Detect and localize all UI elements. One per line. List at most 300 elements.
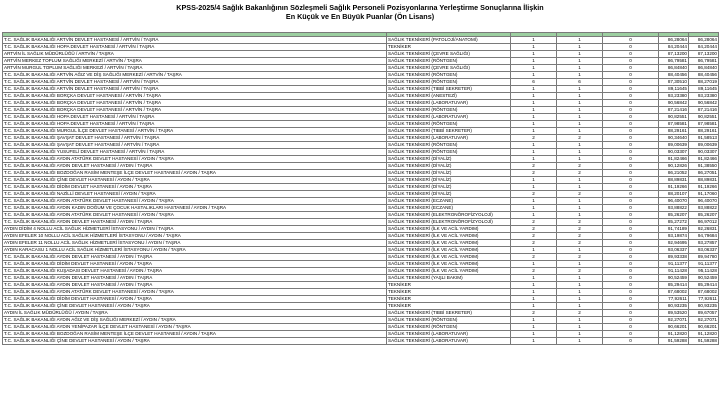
empty-cell: 0 — [603, 303, 659, 310]
quota-cell: 1 — [511, 51, 557, 58]
quota-cell: 2 — [511, 163, 557, 170]
max-score-cell: 93,06337 — [689, 247, 719, 254]
min-score-cell: 91,82466 — [659, 156, 689, 163]
table-row — [3, 289, 719, 296]
empty-cell: 0 — [603, 191, 659, 198]
title-cell: SAĞLIK TEKNİKERİ (LABORATUVAR) — [387, 114, 511, 121]
unit-cell: T.C. SAĞLIK BAKANLIĞI KUŞADASI DEVLET HASTANESİ / AYDIN / TAŞRA — [3, 268, 387, 275]
min-score-cell: 91,59288 — [659, 338, 689, 345]
placed-cell: 1 — [557, 121, 603, 128]
empty-cell: 0 — [603, 240, 659, 247]
table-row — [3, 275, 719, 282]
placed-cell: 1 — [557, 212, 603, 219]
empty-cell: 0 — [603, 79, 659, 86]
max-score-cell: 92,27071 — [689, 317, 719, 324]
placed-cell: 2 — [557, 219, 603, 226]
table-row — [3, 240, 719, 247]
placed-cell: 1 — [557, 149, 603, 156]
unit-cell: T.C. SAĞLIK BAKANLIĞI BORÇKA DEVLET HASTANESİ / ARTVİN / TAŞRA — [3, 107, 387, 114]
quota-cell: 1 — [511, 331, 557, 338]
min-score-cell: 87,21416 — [659, 107, 689, 114]
empty-cell: 0 — [603, 233, 659, 240]
table-row — [3, 198, 719, 205]
min-score-cell: 92,94695 — [659, 240, 689, 247]
max-score-cell: 91,12820 — [689, 331, 719, 338]
empty-cell: 0 — [603, 275, 659, 282]
placed-cell: 1 — [557, 205, 603, 212]
unit-cell: T.C. SAĞLIK BAKANLIĞI YUSUFELİ DEVLET HASTANESİ / ARTVİN / TAŞRA — [3, 149, 387, 156]
quota-cell: 1 — [511, 184, 557, 191]
unit-cell: T.C. SAĞLIK BAKANLIĞI AYDIN AĞIZ VE DİŞ SAĞLIĞI MERKEZİ / AYDIN / TAŞRA — [3, 317, 387, 324]
unit-cell: T.C. SAĞLIK BAKANLIĞI AYDIN DEVLET HASTANESİ / AYDIN / TAŞRA — [3, 254, 387, 261]
title-cell: TEKNİKER — [387, 296, 511, 303]
unit-cell: T.C. SAĞLIK BAKANLIĞI AYDIN ATATÜRK DEVLET HASTANESİ / AYDIN / TAŞRA — [3, 289, 387, 296]
min-score-cell: 88,20107 — [659, 191, 689, 198]
unit-cell: T.C. SAĞLIK BAKANLIĞI ŞAVŞAT DEVLET HASTANESİ / ARTVİN / TAŞRA — [3, 142, 387, 149]
empty-cell: 0 — [603, 198, 659, 205]
table-row — [3, 303, 719, 310]
min-score-cell: 93,19874 — [659, 233, 689, 240]
min-score-cell: 90,82551 — [659, 114, 689, 121]
document-title: KPSS-2025/4 Sağlık Bakanlığının Sözleşmeli Sağlık Personeli Pozisyonlarına Yerleştirme Sonuçlarına İlişkin — [176, 3, 544, 12]
title-cell: SAĞLIK TEKNİKERİ (DİYALİZ) — [387, 184, 511, 191]
unit-cell: T.C. SAĞLIK BAKANLIĞI AYDIN DEVLET HASTANESİ / AYDIN / TAŞRA — [3, 219, 387, 226]
quota-cell: 2 — [511, 135, 557, 142]
placed-cell: 1 — [557, 114, 603, 121]
max-score-cell: 87,13200 — [689, 51, 719, 58]
empty-cell: 0 — [603, 149, 659, 156]
table-row — [3, 128, 719, 135]
quota-cell: 1 — [511, 156, 557, 163]
quota-cell: 1 — [511, 338, 557, 345]
min-score-cell: 91,11428 — [659, 268, 689, 275]
placed-cell: 1 — [557, 72, 603, 79]
min-score-cell: 90,12826 — [659, 163, 689, 170]
min-score-cell: 91,19266 — [659, 184, 689, 191]
placed-cell: 2 — [557, 254, 603, 261]
unit-cell: T.C. SAĞLIK BAKANLIĞI AYDIN YENİPAZAR İLÇE DEVLET HASTANESİ / AYDIN / TAŞRA — [3, 324, 387, 331]
placed-cell: 1 — [557, 51, 603, 58]
unit-cell: T.C. SAĞLIK BAKANLIĞI HOPA DEVLET HASTANESİ / ARTVİN / TAŞRA — [3, 114, 387, 121]
placed-cell: 1 — [557, 289, 603, 296]
quota-cell: 1 — [511, 149, 557, 156]
table-row — [3, 331, 719, 338]
empty-cell: 0 — [603, 114, 659, 121]
quota-cell: 2 — [511, 226, 557, 233]
table-row — [3, 282, 719, 289]
max-score-cell: 90,03307 — [689, 149, 719, 156]
max-score-cell: 91,17060 — [689, 191, 719, 198]
unit-cell: T.C. SAĞLIK BAKANLIĞI ARTVİN DEVLET HASTANESİ / ARTVİN / TAŞRA — [3, 86, 387, 93]
title-cell: SAĞLIK TEKNİKERİ (İLK VE ACİL YARDIM) — [387, 233, 511, 240]
title-cell: SAĞLIK TEKNİKERİ (DİYALİZ) — [387, 191, 511, 198]
quota-cell: 2 — [511, 219, 557, 226]
unit-cell: T.C. SAĞLIK BAKANLIĞI ARTVİN DEVLET HASTANESİ / ARTVİN / TAŞRA — [3, 79, 387, 86]
quota-cell: 2 — [511, 268, 557, 275]
title-cell: SAĞLIK TEKNİKERİ (RÖNTGEN) — [387, 149, 511, 156]
max-score-cell: 86,97012 — [689, 219, 719, 226]
placed-cell: 1 — [557, 303, 603, 310]
title-cell: SAĞLIK TEKNİKERİ (TIBBİ SEKRETER) — [387, 86, 511, 93]
placed-cell: 2 — [557, 240, 603, 247]
quota-cell: 1 — [511, 282, 557, 289]
unit-cell: T.C. SAĞLIK BAKANLIĞI AYDIN DEVLET HASTANESİ / AYDIN / TAŞRA — [3, 275, 387, 282]
table-row — [3, 79, 719, 86]
min-score-cell: 93,88822 — [659, 205, 689, 212]
table-row — [3, 338, 719, 345]
max-score-cell: 96,40070 — [689, 198, 719, 205]
empty-cell: 0 — [603, 212, 659, 219]
title-cell: SAĞLIK TEKNİKERİ (İLK VE ACİL YARDIM) — [387, 226, 511, 233]
empty-cell: 0 — [603, 65, 659, 72]
table-row — [3, 310, 719, 317]
quota-cell: 1 — [511, 324, 557, 331]
title-cell: SAĞLIK TEKNİKERİ (RÖNTGEN) — [387, 121, 511, 128]
table-row — [3, 170, 719, 177]
table-row — [3, 44, 719, 51]
min-score-cell: 92,27071 — [659, 317, 689, 324]
min-score-cell: 85,27272 — [659, 219, 689, 226]
unit-cell: T.C. SAĞLIK BAKANLIĞI DİDİM DEVLET HASTANESİ / AYDIN / TAŞRA — [3, 184, 387, 191]
unit-cell: T.C. SAĞLIK BAKANLIĞI AYDIN ATATÜRK DEVLET HASTANESİ / AYDIN / TAŞRA — [3, 198, 387, 205]
empty-cell: 0 — [603, 156, 659, 163]
min-score-cell: 89,53520 — [659, 310, 689, 317]
empty-cell: 0 — [603, 37, 659, 44]
table-row — [3, 296, 719, 303]
empty-cell: 0 — [603, 177, 659, 184]
quota-cell: 1 — [511, 44, 557, 51]
max-score-cell: 85,29414 — [689, 282, 719, 289]
min-score-cell: 87,30510 — [659, 79, 689, 86]
placed-cell: 1 — [557, 184, 603, 191]
placed-cell: 1 — [557, 93, 603, 100]
max-score-cell: 84,20444 — [689, 44, 719, 51]
title-cell: SAĞLIK TEKNİKERİ (ECZANE) — [387, 205, 511, 212]
quota-cell: 1 — [511, 65, 557, 72]
min-score-cell: 85,26207 — [659, 212, 689, 219]
title-cell: TEKNİKER — [387, 282, 511, 289]
title-cell: SAĞLIK TEKNİKERİ (RÖNTGEN) — [387, 107, 511, 114]
quota-cell: 1 — [511, 100, 557, 107]
placed-cell: 2 — [557, 310, 603, 317]
max-score-cell: 88,89831 — [689, 177, 719, 184]
title-cell: SAĞLIK TEKNİKERİ (DİYALİZ) — [387, 177, 511, 184]
empty-cell: 0 — [603, 310, 659, 317]
title-cell: TEKNİKER — [387, 303, 511, 310]
empty-cell: 0 — [603, 331, 659, 338]
empty-cell: 0 — [603, 282, 659, 289]
max-score-cell: 93,88822 — [689, 205, 719, 212]
quota-cell: 1 — [511, 296, 557, 303]
unit-cell: T.C. SAĞLIK BAKANLIĞI AYDIN DEVLET HASTANESİ / AYDIN / TAŞRA — [3, 282, 387, 289]
quota-cell: 1 — [511, 93, 557, 100]
unit-cell: T.C. SAĞLIK BAKANLIĞI AYDIN KADIN DOĞUM VE ÇOCUK HASTALIKLARI HASTANESİ / AYDIN / TAŞRA — [3, 205, 387, 212]
placed-cell: 1 — [557, 198, 603, 205]
empty-cell: 0 — [603, 226, 659, 233]
unit-cell: T.C. SAĞLIK BAKANLIĞI NAZİLLİ DEVLET HASTANESİ / AYDIN / TAŞRA — [3, 191, 387, 198]
table-row — [3, 72, 719, 79]
max-score-cell: 90,66201 — [689, 324, 719, 331]
placed-cell: 6 — [557, 79, 603, 86]
unit-cell: T.C. SAĞLIK BAKANLIĞI BOZDOĞAN RASİM MENTEŞE İLÇE DEVLET HASTANESİ / AYDIN / TAŞRA — [3, 331, 387, 338]
placed-cell: 1 — [557, 338, 603, 345]
document-header — [0, 0, 720, 32]
table-row — [3, 121, 719, 128]
title-cell: SAĞLIK TEKNİKERİ (LABORATUVAR) — [387, 338, 511, 345]
placed-cell: 1 — [557, 128, 603, 135]
table-row — [3, 51, 719, 58]
table-row — [3, 93, 719, 100]
max-score-cell: 85,26207 — [689, 212, 719, 219]
placed-cell: 1 — [557, 331, 603, 338]
max-score-cell: 91,59288 — [689, 338, 719, 345]
empty-cell: 0 — [603, 72, 659, 79]
max-score-cell: 89,11645 — [689, 86, 719, 93]
min-score-cell: 84,20444 — [659, 44, 689, 51]
quota-cell: 1 — [511, 142, 557, 149]
max-score-cell: 89,67057 — [689, 310, 719, 317]
empty-cell: 0 — [603, 261, 659, 268]
min-score-cell: 87,13200 — [659, 51, 689, 58]
title-cell: SAĞLIK TEKNİKERİ (ELEKTRONÖROFİZYOLOJİ) — [387, 219, 511, 226]
max-score-cell: 89,94780 — [689, 254, 719, 261]
title-cell: SAĞLIK TEKNİKERİ (YAŞLI BAKIM) — [387, 275, 511, 282]
table-row — [3, 135, 719, 142]
unit-cell: AYDIN KARACASU 1 NOLLU ACİL SAĞLIK HİZMETLERİ İSTASYONU / AYDIN / TAŞRA — [3, 247, 387, 254]
min-score-cell: 77,92611 — [659, 296, 689, 303]
table-row — [3, 226, 719, 233]
min-score-cell: 80,93235 — [659, 303, 689, 310]
max-score-cell: 80,93235 — [689, 303, 719, 310]
max-score-cell: 90,82551 — [689, 114, 719, 121]
placed-cell: 1 — [557, 86, 603, 93]
placed-cell: 1 — [557, 261, 603, 268]
placed-cell: 1 — [557, 296, 603, 303]
max-score-cell: 77,92611 — [689, 296, 719, 303]
unit-cell: T.C. SAĞLIK BAKANLIĞI DİDİM DEVLET HASTANESİ / AYDIN / TAŞRA — [3, 261, 387, 268]
max-score-cell: 90,52459 — [689, 275, 719, 282]
empty-cell: 0 — [603, 58, 659, 65]
title-cell: SAĞLIK TEKNİKERİ (İLK VE ACİL YARDIM) — [387, 240, 511, 247]
empty-cell: 0 — [603, 289, 659, 296]
quota-cell: 6 — [511, 79, 557, 86]
title-cell: SAĞLIK TEKNİKERİ (DİYALİZ) — [387, 156, 511, 163]
table-row — [3, 86, 719, 93]
unit-cell: T.C. SAĞLIK BAKANLIĞI AYDIN ATATÜRK DEVLET HASTANESİ / AYDIN / TAŞRA — [3, 156, 387, 163]
max-score-cell: 87,98581 — [689, 121, 719, 128]
unit-cell: AYDIN EFELER 11 NOLLU ACİL SAĞLIK HİZMETLERİ İSTASYONU / AYDIN / TAŞRA — [3, 240, 387, 247]
placed-cell: 1 — [557, 177, 603, 184]
placed-cell: 1 — [557, 100, 603, 107]
min-score-cell: 89,93338 — [659, 254, 689, 261]
placed-cell: 1 — [557, 65, 603, 72]
table-row — [3, 219, 719, 226]
title-cell: SAĞLIK TEKNİKERİ (TIBBİ SEKRETER) — [387, 128, 511, 135]
empty-cell: 0 — [603, 93, 659, 100]
min-score-cell: 87,98581 — [659, 121, 689, 128]
min-score-cell: 91,11377 — [659, 261, 689, 268]
table-row — [3, 58, 719, 65]
quota-cell: 2 — [511, 233, 557, 240]
empty-cell: 0 — [603, 170, 659, 177]
empty-cell: 0 — [603, 205, 659, 212]
min-score-cell: 90,66201 — [659, 324, 689, 331]
quota-cell: 1 — [511, 289, 557, 296]
quota-cell: 1 — [511, 114, 557, 121]
unit-cell: T.C. SAĞLIK BAKANLIĞI DİDİM DEVLET HASTANESİ / AYDIN / TAŞRA — [3, 296, 387, 303]
min-score-cell: 86,79581 — [659, 58, 689, 65]
empty-cell: 0 — [603, 51, 659, 58]
empty-cell: 0 — [603, 142, 659, 149]
placed-cell: 1 — [557, 156, 603, 163]
max-score-cell: 93,27857 — [689, 240, 719, 247]
title-cell: SAĞLIK TEKNİKERİ (ANESTEZİ) — [387, 93, 511, 100]
max-score-cell: 87,68002 — [689, 289, 719, 296]
unit-cell: T.C. SAĞLIK BAKANLIĞI BORÇKA DEVLET HASTANESİ / ARTVİN / TAŞRA — [3, 93, 387, 100]
table-row — [3, 184, 719, 191]
title-cell: SAĞLIK TEKNİKERİ (DİYALİZ) — [387, 163, 511, 170]
table-row — [3, 261, 719, 268]
unit-cell: T.C. SAĞLIK BAKANLIĞI ARTVİN DEVLET HASTANESİ / ARTVİN / TAŞRA — [3, 37, 387, 44]
max-score-cell: 92,26831 — [689, 226, 719, 233]
empty-cell: 0 — [603, 219, 659, 226]
quota-cell: 1 — [511, 303, 557, 310]
unit-cell: T.C. SAĞLIK BAKANLIĞI HOPA DEVLET HASTANESİ / ARTVİN / TAŞRA — [3, 121, 387, 128]
table-row — [3, 324, 719, 331]
placed-cell: 1 — [557, 107, 603, 114]
min-score-cell: 88,89831 — [659, 177, 689, 184]
empty-cell: 0 — [603, 107, 659, 114]
title-cell: TEKNİKER — [387, 44, 511, 51]
unit-cell: T.C. SAĞLIK BAKANLIĞI AYDIN ATATÜRK DEVLET HASTANESİ / AYDIN / TAŞRA — [3, 212, 387, 219]
empty-cell: 0 — [603, 268, 659, 275]
quota-cell: 1 — [511, 205, 557, 212]
quota-cell: 1 — [511, 37, 557, 44]
quota-cell: 1 — [511, 177, 557, 184]
max-score-cell: 94,79684 — [689, 233, 719, 240]
empty-cell: 0 — [603, 163, 659, 170]
table-row — [3, 233, 719, 240]
table-row — [3, 114, 719, 121]
unit-cell: T.C. SAĞLIK BAKANLIĞI HOPA DEVLET HASTANESİ / ARTVİN / TAŞRA — [3, 44, 387, 51]
unit-cell: T.C. SAĞLIK BAKANLIĞI ÇİNE DEVLET HASTANESİ / AYDIN / TAŞRA — [3, 177, 387, 184]
unit-cell: T.C. SAĞLIK BAKANLIĞI ÇİNE DEVLET HASTANESİ / AYDIN / TAŞRA — [3, 303, 387, 310]
max-score-cell: 91,19266 — [689, 184, 719, 191]
quota-cell: 2 — [511, 170, 557, 177]
empty-cell: 0 — [603, 184, 659, 191]
table-row — [3, 191, 719, 198]
unit-cell: ARTVİN MURGUL TOPLUM SAĞLIĞI MERKEZİ / ARTVİN / TAŞRA — [3, 65, 387, 72]
max-score-cell: 88,27019 — [689, 79, 719, 86]
placed-cell: 1 — [557, 317, 603, 324]
min-score-cell: 91,74189 — [659, 226, 689, 233]
max-score-cell: 95,11428 — [689, 268, 719, 275]
table-row — [3, 317, 719, 324]
results-table — [2, 32, 719, 345]
max-score-cell: 86,27051 — [689, 170, 719, 177]
document-subtitle: En Küçük ve En Büyük Puanlar (Ön Lisans) — [285, 12, 435, 21]
placed-cell: 1 — [557, 58, 603, 65]
max-score-cell: 86,84840 — [689, 65, 719, 72]
quota-cell: 1 — [511, 128, 557, 135]
unit-cell: AYDIN DİDİM 4 NOLLU ACİL SAĞLIK HİZMETLERİ İSTASYONU / AYDIN / TAŞRA — [3, 226, 387, 233]
title-cell: SAĞLIK TEKNİKERİ (DİYALİZ) — [387, 170, 511, 177]
title-cell: SAĞLIK TEKNİKERİ (RÖNTGEN) — [387, 317, 511, 324]
min-score-cell: 90,52459 — [659, 275, 689, 282]
empty-cell: 0 — [603, 44, 659, 51]
placed-cell: 1 — [557, 282, 603, 289]
empty-cell: 0 — [603, 86, 659, 93]
max-score-cell: 89,00639 — [689, 142, 719, 149]
table-row — [3, 163, 719, 170]
unit-cell: ARTVİN MERKEZ TOPLUM SAĞLIĞI MERKEZİ / ARTVİN / TAŞRA — [3, 58, 387, 65]
unit-cell: T.C. SAĞLIK BAKANLIĞI AYDIN DEVLET HASTANESİ / AYDIN / TAŞRA — [3, 163, 387, 170]
table-row — [3, 149, 719, 156]
quota-cell: 2 — [511, 254, 557, 261]
quota-cell: 1 — [511, 72, 557, 79]
max-score-cell: 91,38550 — [689, 163, 719, 170]
min-score-cell: 96,40070 — [659, 198, 689, 205]
unit-cell: T.C. SAĞLIK BAKANLIĞI BORÇKA DEVLET HASTANESİ / ARTVİN / TAŞRA — [3, 100, 387, 107]
quota-cell: 1 — [511, 212, 557, 219]
min-score-cell: 86,21052 — [659, 170, 689, 177]
title-cell: SAĞLIK TEKNİKERİ (LABORATUVAR) — [387, 100, 511, 107]
max-score-cell: 86,79581 — [689, 58, 719, 65]
table-row — [3, 247, 719, 254]
title-cell: SAĞLIK TEKNİKERİ (TIBBİ SEKRETER) — [387, 310, 511, 317]
placed-cell: 1 — [557, 44, 603, 51]
title-cell: SAĞLIK TEKNİKERİ (İLK VE ACİL YARDIM) — [387, 254, 511, 261]
max-score-cell: 88,40456 — [689, 72, 719, 79]
table-row — [3, 212, 719, 219]
title-cell: SAĞLIK TEKNİKERİ (İLK VE ACİL YARDIM) — [387, 247, 511, 254]
table-row — [3, 100, 719, 107]
placed-cell: 2 — [557, 163, 603, 170]
min-score-cell: 87,68002 — [659, 289, 689, 296]
placed-cell: 2 — [557, 191, 603, 198]
table-row — [3, 156, 719, 163]
empty-cell: 0 — [603, 135, 659, 142]
empty-cell: 0 — [603, 296, 659, 303]
results-table-body — [3, 33, 719, 345]
title-cell: SAĞLIK TEKNİKERİ (ELEKTRONÖROFİZYOLOJİ) — [387, 212, 511, 219]
title-cell: SAĞLIK TEKNİKERİ (İLK VE ACİL YARDIM) — [387, 261, 511, 268]
placed-cell: 2 — [557, 233, 603, 240]
quota-cell: 1 — [511, 275, 557, 282]
title-cell: SAĞLIK TEKNİKERİ (LABORATUVAR) — [387, 135, 511, 142]
unit-cell: T.C. SAĞLIK BAKANLIĞI BOZDOĞAN RASİM MENTEŞE İLÇE DEVLET HASTANESİ / AYDIN / TAŞRA — [3, 170, 387, 177]
empty-cell: 0 — [603, 324, 659, 331]
min-score-cell: 85,29414 — [659, 282, 689, 289]
quota-cell: 1 — [511, 107, 557, 114]
max-score-cell: 91,82466 — [689, 156, 719, 163]
title-cell: SAĞLIK TEKNİKERİ (RÖNTGEN) — [387, 72, 511, 79]
table-row — [3, 205, 719, 212]
quota-cell: 1 — [511, 121, 557, 128]
title-cell: SAĞLIK TEKNİKERİ (RÖNTGEN) — [387, 142, 511, 149]
placed-cell: 2 — [557, 170, 603, 177]
table-row — [3, 177, 719, 184]
placed-cell: 2 — [557, 226, 603, 233]
min-score-cell: 93,23380 — [659, 93, 689, 100]
title-cell: SAĞLIK TEKNİKERİ (LABORATUVAR) — [387, 331, 511, 338]
quota-cell: 1 — [511, 58, 557, 65]
placed-cell: 1 — [557, 142, 603, 149]
table-row — [3, 142, 719, 149]
table-row — [3, 65, 719, 72]
min-score-cell: 93,06337 — [659, 247, 689, 254]
empty-cell: 0 — [603, 247, 659, 254]
